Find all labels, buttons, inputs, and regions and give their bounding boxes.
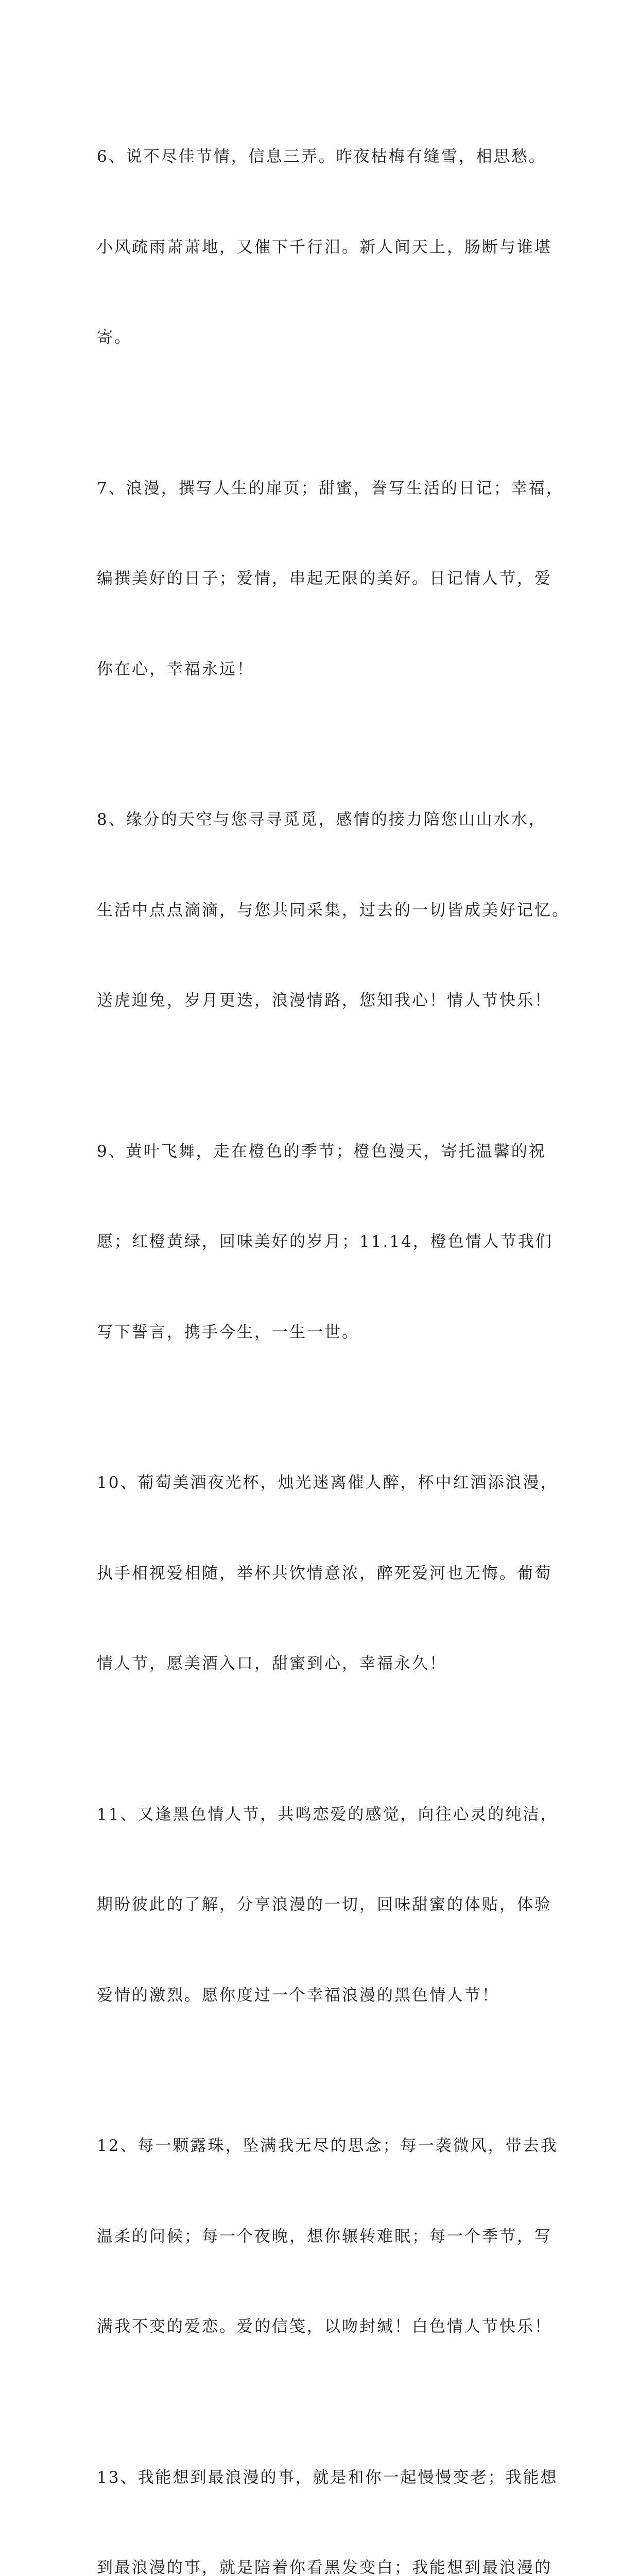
text-line: 爱情的激烈。愿你度过一个幸福浪漫的黑色情人节！	[97, 1980, 550, 2011]
paragraph-6	[97, 81, 550, 413]
text-line: 11、又逢黑色情人节，共鸣恋爱的感觉，向往心灵的纯洁，	[97, 1800, 550, 1830]
document-page	[0, 0, 639, 904]
paragraph-9	[97, 1076, 550, 1408]
text-line: 9、黄叶飞舞，走在橙色的季节；橙色漫天，寄托温馨的祝	[97, 1137, 550, 1167]
text-line: 你在心，幸福永远！	[97, 654, 550, 685]
text-line: 送虎迎兔，岁月更迭，浪漫情路，您知我心！情人节快乐！	[97, 986, 550, 1016]
text-line: 寄。	[97, 323, 550, 353]
text-line: 温柔的问候；每一个夜晚，想你辗转难眠；每一个季节，写	[97, 2222, 550, 2252]
text-line: 12、每一颗露珠，坠满我无尽的思念；每一袭微风，带去我	[97, 2131, 550, 2161]
text-line: 小风疏雨萧萧地，又催下千行泪。新人间天上，肠断与谁堪	[97, 232, 550, 263]
paragraph-11	[97, 1739, 550, 2071]
text-line: 情人节，愿美酒入口，甜蜜到心，幸福永久！	[97, 1649, 550, 1679]
text-line: 到最浪漫的事，就是陪着你看黑发变白；我能想到最浪漫的	[97, 2553, 550, 2576]
text-line: 编撰美好的日子；爱情，串起无限的美好。日记情人节，爱	[97, 564, 550, 594]
document-body	[97, 81, 550, 2576]
paragraph-10	[97, 1408, 550, 1739]
text-line: 生活中点点滴滴，与您共同采集，过去的一切皆成美好记忆。	[97, 895, 550, 926]
paragraph-13	[97, 2402, 550, 2576]
paragraph-7	[97, 413, 550, 745]
text-line: 愿；红橙黄绿，回味美好的岁月；11.14，橙色情人节我们	[97, 1227, 550, 1257]
text-line: 6、说不尽佳节情，信息三弄。昨夜枯梅有缝雪，相思愁。	[97, 142, 550, 172]
text-line: 10、葡萄美酒夜光杯，烛光迷离催人醉，杯中红酒添浪漫，	[97, 1468, 550, 1498]
text-line: 期盼彼此的了解，分享浪漫的一切，回味甜蜜的体贴，体验	[97, 1890, 550, 1920]
text-line: 7、浪漫，撰写人生的扉页；甜蜜，誊写生活的日记；幸福，	[97, 473, 550, 504]
text-line: 13、我能想到最浪漫的事，就是和你一起慢慢变老；我能想	[97, 2463, 550, 2493]
paragraph-12	[97, 2071, 550, 2402]
text-line: 执手相视爱相随，举杯共饮情意浓，醉死爱河也无悔。葡萄	[97, 1558, 550, 1589]
text-line: 满我不变的爱恋。爱的信笺，以吻封缄！白色情人节快乐！	[97, 2312, 550, 2342]
paragraph-8	[97, 744, 550, 1076]
text-line: 8、缘分的天空与您寻寻觅觅，感情的接力陪您山山水水，	[97, 805, 550, 835]
text-line: 写下誓言，携手今生，一生一世。	[97, 1317, 550, 1348]
